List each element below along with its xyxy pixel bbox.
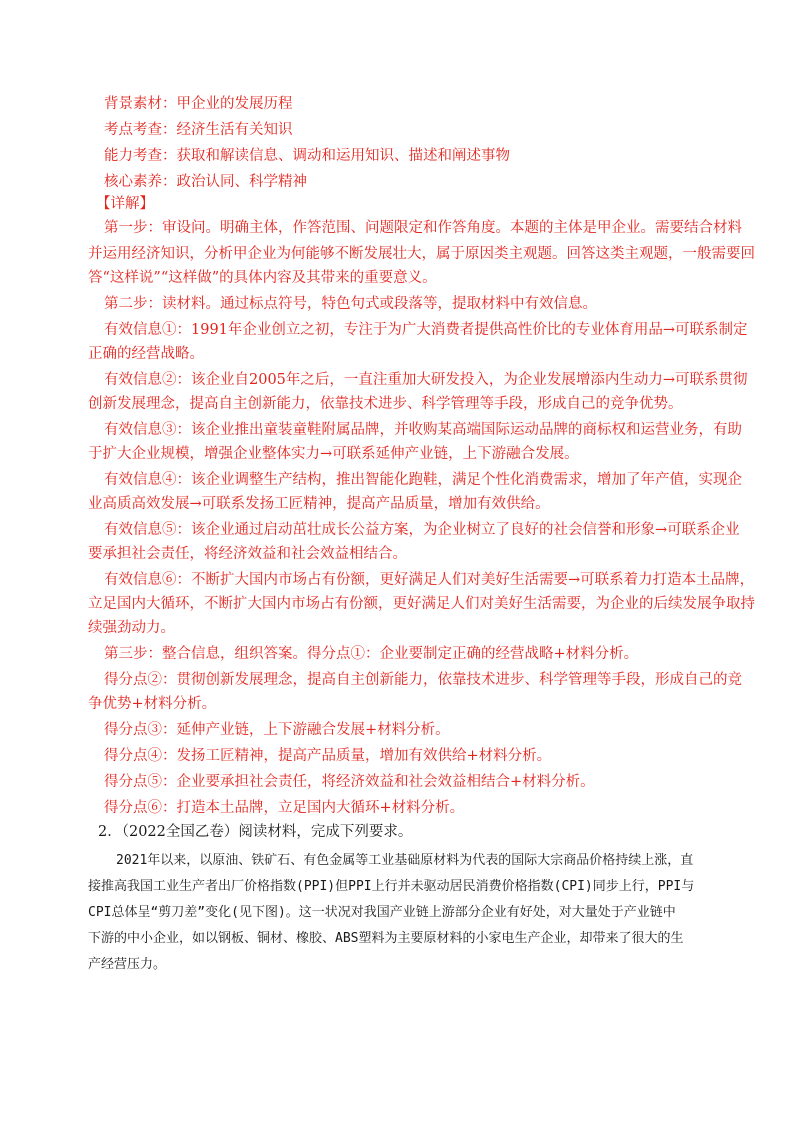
text-line: 得分点③：延伸产业链，上下游融合发展+材料分析。	[104, 722, 450, 738]
question-title: 2．（2022全国乙卷）阅读材料，完成下列要求。	[98, 824, 413, 840]
text-line: 有效信息②：该企业自2005年之后，一直注重加大研发投入，为企业发展增添内生动力→可联系贯彻	[104, 372, 748, 388]
question-para-line: 2021年以来，以原油、铁矿石、有色金属等工业基础原材料为代表的国际大宗商品价格持续上涨，直	[116, 853, 694, 868]
text-line: 立足国内大循环，不断扩大国内市场占有份额，更好满足人们对美好生活需要，为企业的后续发展争取持	[88, 596, 755, 612]
text-line: 于扩大企业规模，增强企业整体实力→可联系延伸产业链，上下游融合发展。	[88, 446, 579, 462]
background-label: 背景素材：甲企业的发展历程	[104, 96, 293, 112]
knowledge-label: 考点考查：经济生活有关知识	[104, 122, 293, 138]
question-para-line: 下游的中小企业，如以钢板、铜材、橡胶、ABS塑料为主要原材料的小家电生产企业，却带来了很大的生	[88, 931, 684, 946]
text-line: 得分点②：贯彻创新发展理念，提高自主创新能力，依靠技术进步、科学管理等手段，形成自己的竞	[104, 672, 742, 688]
text-line: 答“这样说”“这样做”的具体内容及其带来的重要意义。	[88, 270, 437, 286]
text-line: 并运用经济知识，分析甲企业为何能够不断发展壮大，属于原因类主观题。回答这类主观题，一般需要回	[88, 246, 755, 262]
text-line: 第一步：审设问。明确主体，作答范围、问题限定和作答角度。本题的主体是甲企业。需要结合材料	[104, 220, 742, 236]
text-line: 第三步：整合信息，组织答案。得分点①：企业要制定正确的经营战略+材料分析。	[104, 646, 639, 662]
text-line: 争优势+材料分析。	[88, 696, 217, 712]
text-line: 要承担社会责任，将经济效益和社会效益相结合。	[88, 546, 407, 562]
text-line: 得分点⑤：企业要承担社会责任，将经济效益和社会效益相结合+材料分析。	[104, 774, 595, 790]
question-para-line: CPI总体呈“剪刀差”变化(见下图)。这一状况对我国产业链上游部分企业有好处，对大量处于产业链中	[88, 905, 676, 920]
text-line: 第二步：读材料。通过标点符号，特色句式或段落等，提取材料中有效信息。	[104, 296, 597, 312]
text-line: 有效信息⑥：不断扩大国内市场占有份额，更好满足人们对美好生活需要→可联系着力打造本土品牌，	[104, 572, 755, 588]
detail-heading: 【详解】	[96, 196, 154, 212]
text-line: 有效信息⑤：该企业通过启动茁壮成长公益方案，为企业树立了良好的社会信誉和形象→可联系企业	[104, 522, 740, 538]
text-line: 得分点⑥：打造本土品牌，立足国内大循环+材料分析。	[104, 800, 465, 816]
text-line: 续强劲动力。	[88, 620, 175, 636]
question-para-line: 产经营压力。	[88, 957, 167, 972]
literacy-label: 核心素养：政治认同、科学精神	[104, 174, 307, 190]
text-line: 有效信息①：1991年企业创立之初，专注于为广大消费者提供高性价比的专业体育用品→可联系制定	[104, 322, 748, 338]
text-line: 有效信息④：该企业调整生产结构，推出智能化跑鞋，满足个性化消费需求，增加了年产值，实现企	[104, 472, 742, 488]
text-line: 正确的经营战略。	[88, 346, 204, 362]
text-line: 得分点④：发扬工匠精神，提高产品质量，增加有效供给+材料分析。	[104, 748, 552, 764]
question-para-line: 接推高我国工业生产者出厂价格指数(PPI)但PPI上行并未驱动居民消费价格指数(CPI)同步上行，PPI与	[88, 879, 695, 894]
ability-label: 能力考查：获取和解读信息、调动和运用知识、描述和阐述事物	[104, 148, 510, 164]
text-line: 业高质高效发展→可联系发扬工匠精神，提高产品质量，增加有效供给。	[88, 496, 550, 512]
text-line: 创新发展理念，提高自主创新能力，依靠技术进步、科学管理等手段，形成自己的竞争优势。	[88, 396, 683, 412]
text-line: 有效信息③：该企业推出童装童鞋附属品牌，并收购某高端国际运动品牌的商标权和运营业务，有助	[104, 422, 742, 438]
